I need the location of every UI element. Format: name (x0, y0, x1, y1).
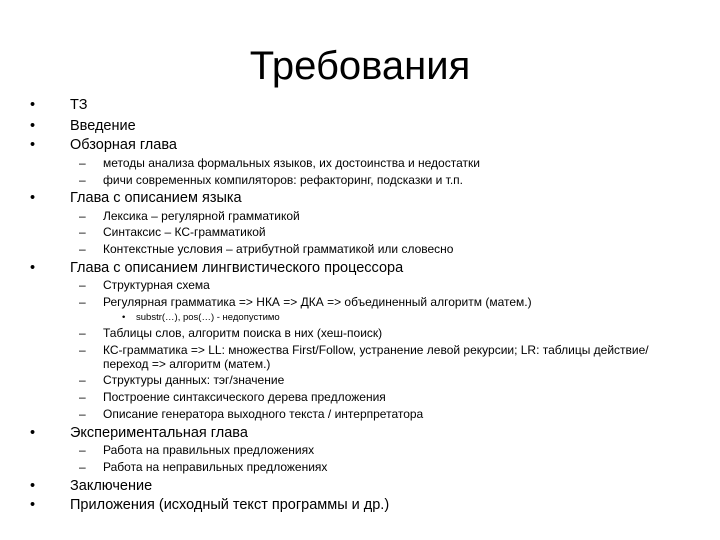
sub-list-item-text: КС-грамматика => LL: множества First/Follow, устранение левой рекурсии; LR: таблицы действие/переход => алгоритм (матем.) (103, 343, 649, 371)
sub-list-item-text: Структуры данных: тэг/значение (103, 373, 285, 387)
bullet-marker: • (30, 497, 36, 513)
list-item-text: ТЗ (70, 97, 88, 113)
sub-list-item-text: Регулярная грамматика => НКА => ДКА => объединенный алгоритм (матем.) (103, 295, 532, 309)
list-item-text: Приложения (исходный текст программы и др.) (70, 497, 390, 513)
dash-marker: – (79, 295, 86, 309)
bullet-marker: • (30, 425, 36, 441)
dash-marker: – (79, 225, 86, 239)
dash-marker: – (79, 373, 86, 387)
sub-sub-list-item-text: substr(…), pos(…) - недопустимо (136, 312, 280, 323)
bullet-marker: • (30, 190, 36, 206)
sub-list-item (79, 443, 315, 457)
dash-marker: – (79, 407, 86, 421)
sub-list-item (79, 225, 266, 239)
sub-list-item-text: Описание генератора выходного текста / интерпретатора (103, 407, 424, 421)
list-item (30, 260, 404, 277)
bullet-marker: • (30, 137, 36, 153)
sub-list-item (79, 326, 383, 340)
list-item-text: Заключение (70, 478, 153, 494)
dash-marker: – (79, 242, 86, 256)
sub-list-item-text: Таблицы слов, алгоритм поиска в них (хеш-поиск) (103, 326, 383, 340)
bullet-marker: • (30, 97, 36, 113)
dash-marker: – (79, 390, 86, 404)
list-item-text: Глава с описанием лингвистического процессора (70, 260, 404, 276)
sub-list-item (79, 343, 688, 371)
sub-list-item-text: Работа на правильных предложениях (103, 443, 315, 457)
sub-list-item-text: Синтаксис – КС-грамматикой (103, 225, 266, 239)
list-item (30, 497, 390, 514)
list-item-text: Глава с описанием языка (70, 190, 242, 206)
sub-list-item-text: фичи современных компиляторов: рефакторинг, подсказки и т.п. (103, 173, 463, 187)
slide-title (0, 42, 720, 90)
dash-marker: – (79, 173, 86, 187)
sub-list-item (79, 156, 480, 170)
sub-list-item-text: Контекстные условия – атрибутной грамматикой или словесно (103, 242, 454, 256)
dash-marker: – (79, 343, 86, 357)
list-item-text: Экспериментальная глава (70, 425, 248, 441)
sub-list-item (79, 373, 285, 387)
list-item (30, 190, 242, 207)
dash-marker: – (79, 209, 86, 223)
list-item (30, 137, 177, 154)
sub-list-item-text: Работа на неправильных предложениях (103, 460, 328, 474)
bullet-marker: • (30, 118, 36, 134)
dash-marker: – (79, 156, 86, 170)
sub-list-item (79, 407, 424, 421)
sub-list-item-text: Структурная схема (103, 278, 210, 292)
dash-marker: – (79, 443, 86, 457)
list-item-text: Обзорная глава (70, 137, 177, 153)
sub-list-item (79, 295, 532, 309)
bullet-marker: • (30, 478, 36, 494)
list-item-text: Введение (70, 118, 136, 134)
sub-list-item (79, 242, 454, 256)
sub-list-item-text: Построение синтаксического дерева предложения (103, 390, 386, 404)
sub-list-item (79, 460, 328, 474)
list-item (30, 425, 248, 442)
bullet-marker: • (122, 312, 126, 323)
sub-list-item (79, 278, 210, 292)
sub-list-item (79, 390, 386, 404)
bullet-marker: • (30, 260, 36, 276)
dash-marker: – (79, 326, 86, 340)
sub-list-item-text: Лексика – регулярной грамматикой (103, 209, 300, 223)
dash-marker: – (79, 460, 86, 474)
sub-list-item (79, 173, 463, 187)
dash-marker: – (79, 278, 86, 292)
list-item (30, 478, 153, 495)
sub-list-item (79, 209, 300, 223)
sub-sub-list-item (122, 312, 280, 323)
sub-list-item-text: методы анализа формальных языков, их достоинства и недостатки (103, 156, 480, 170)
list-item (30, 118, 136, 135)
list-item (30, 97, 88, 114)
slide-title-text: Требования (249, 44, 471, 88)
